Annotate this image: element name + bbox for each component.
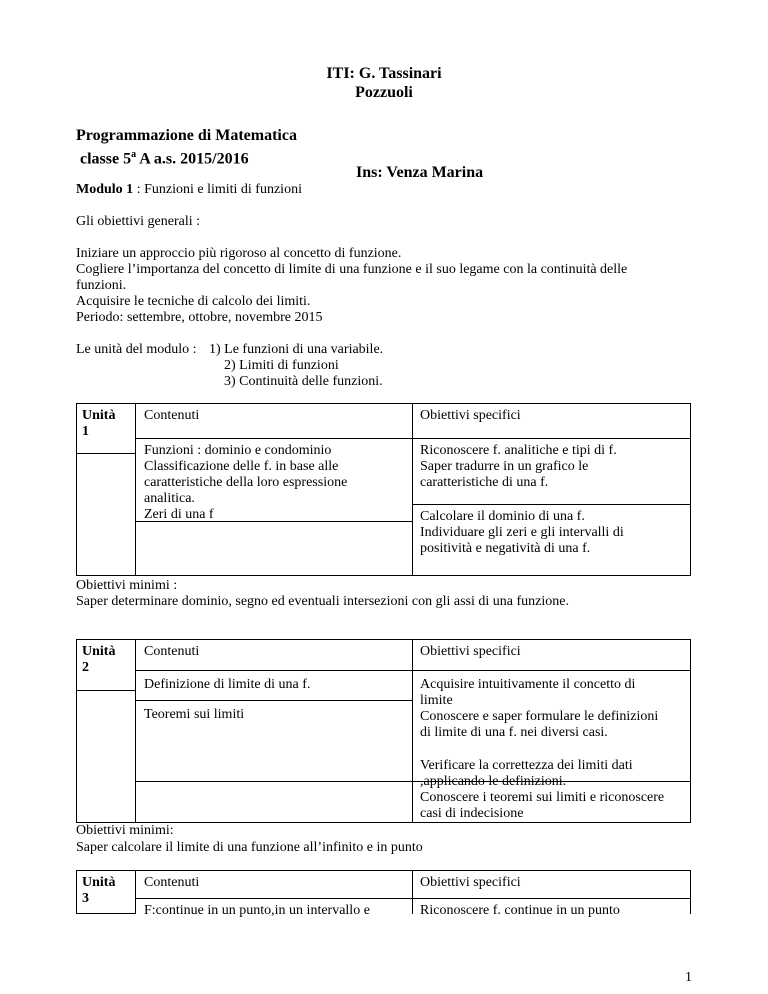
unit1-col-contenuti: Contenuti: [144, 408, 200, 423]
unit2-contenuti-b: Teoremi sui limiti: [144, 707, 245, 722]
objective-line: Acquisire le tecniche di calcolo dei limiti.: [76, 294, 311, 309]
unit2-minimi-text: Saper calcolare il limite di una funzione all’infinito e in punto: [76, 840, 423, 855]
module-heading: Modulo 1 : Funzioni e limiti di funzioni: [76, 182, 302, 197]
unit1-minimi-text: Saper determinare dominio, segno ed eventuali intersezioni con gli assi di una funzione.: [76, 594, 569, 609]
objective-line: Iniziare un approccio più rigoroso al concetto di funzione.: [76, 246, 402, 261]
unit2-col-contenuti: Contenuti: [144, 644, 200, 659]
unit2-obiettivi-a: Acquisire intuitivamente il concetto di limite Conoscere e saper formulare le definizioni di limite di una f. nei diversi casi.: [420, 677, 659, 740]
unit1-minimi-label: Obiettivi minimi :: [76, 578, 178, 593]
teacher-name: Ins: Venza Marina: [356, 164, 484, 181]
units-label: Le unità del modulo :: [76, 342, 197, 357]
objective-line: funzioni.: [76, 278, 127, 293]
unit2-col-obiettivi: Obiettivi specifici: [420, 644, 521, 659]
unit3-contenuti-a: F:continue in un punto,in un intervallo e: [144, 903, 370, 918]
unit1-contenuti: Funzioni : dominio e condominio Classificazione delle f. in base alle caratteristiche della loro espressione analitica. Zeri di una f: [144, 443, 348, 522]
unit-item: 1) Le funzioni di una variabile.: [209, 342, 384, 357]
unit1-obiettivi-a: Riconoscere f. analitiche e tipi di f. Saper tradurre in un grafico le caratteristiche di una f.: [420, 443, 617, 490]
unit1-obiettivi-b: Calcolare il dominio di una f. Individuare gli zeri e gli intervalli di positività e negatività di una f.: [420, 509, 624, 556]
unit3-col-contenuti: Contenuti: [144, 875, 200, 890]
unit3-obiettivi-a: Riconoscere f. continue in un punto: [420, 903, 620, 918]
unit2-minimi-label: Obiettivi minimi:: [76, 823, 174, 838]
document-title: Programmazione di Matematica: [76, 127, 297, 144]
school-name: ITI: G. Tassinari: [326, 65, 442, 82]
period-line: Periodo: settembre, ottobre, novembre 2015: [76, 310, 323, 325]
objective-line: Cogliere l’importanza del concetto di limite di una funzione e il suo legame con la continuità delle: [76, 262, 628, 277]
school-city: Pozzuoli: [355, 84, 413, 101]
unit1-col-obiettivi: Obiettivi specifici: [420, 408, 521, 423]
page-number: 1: [685, 970, 692, 985]
unit3-col-obiettivi: Obiettivi specifici: [420, 875, 521, 890]
unit2-contenuti-a: Definizione di limite di una f.: [144, 677, 311, 692]
general-objectives-heading: Gli obiettivi generali :: [76, 214, 201, 229]
unit3-label: Unità 3: [82, 875, 116, 906]
unit1-label: Unità 1: [82, 408, 116, 439]
unit-item: 3) Continuità delle funzioni.: [224, 374, 383, 389]
class-line: classe 5$^a$ A a.s. 2015/2016: [80, 149, 249, 168]
unit-item: 2) Limiti di funzioni: [224, 358, 339, 373]
unit2-label: Unità 2: [82, 644, 116, 675]
unit2-obiettivi-b: Verificare la correttezza dei limiti dati ,applicando le definizioni. Conoscere i teoremi sui limiti e riconoscere casi di indecisione: [420, 758, 665, 821]
